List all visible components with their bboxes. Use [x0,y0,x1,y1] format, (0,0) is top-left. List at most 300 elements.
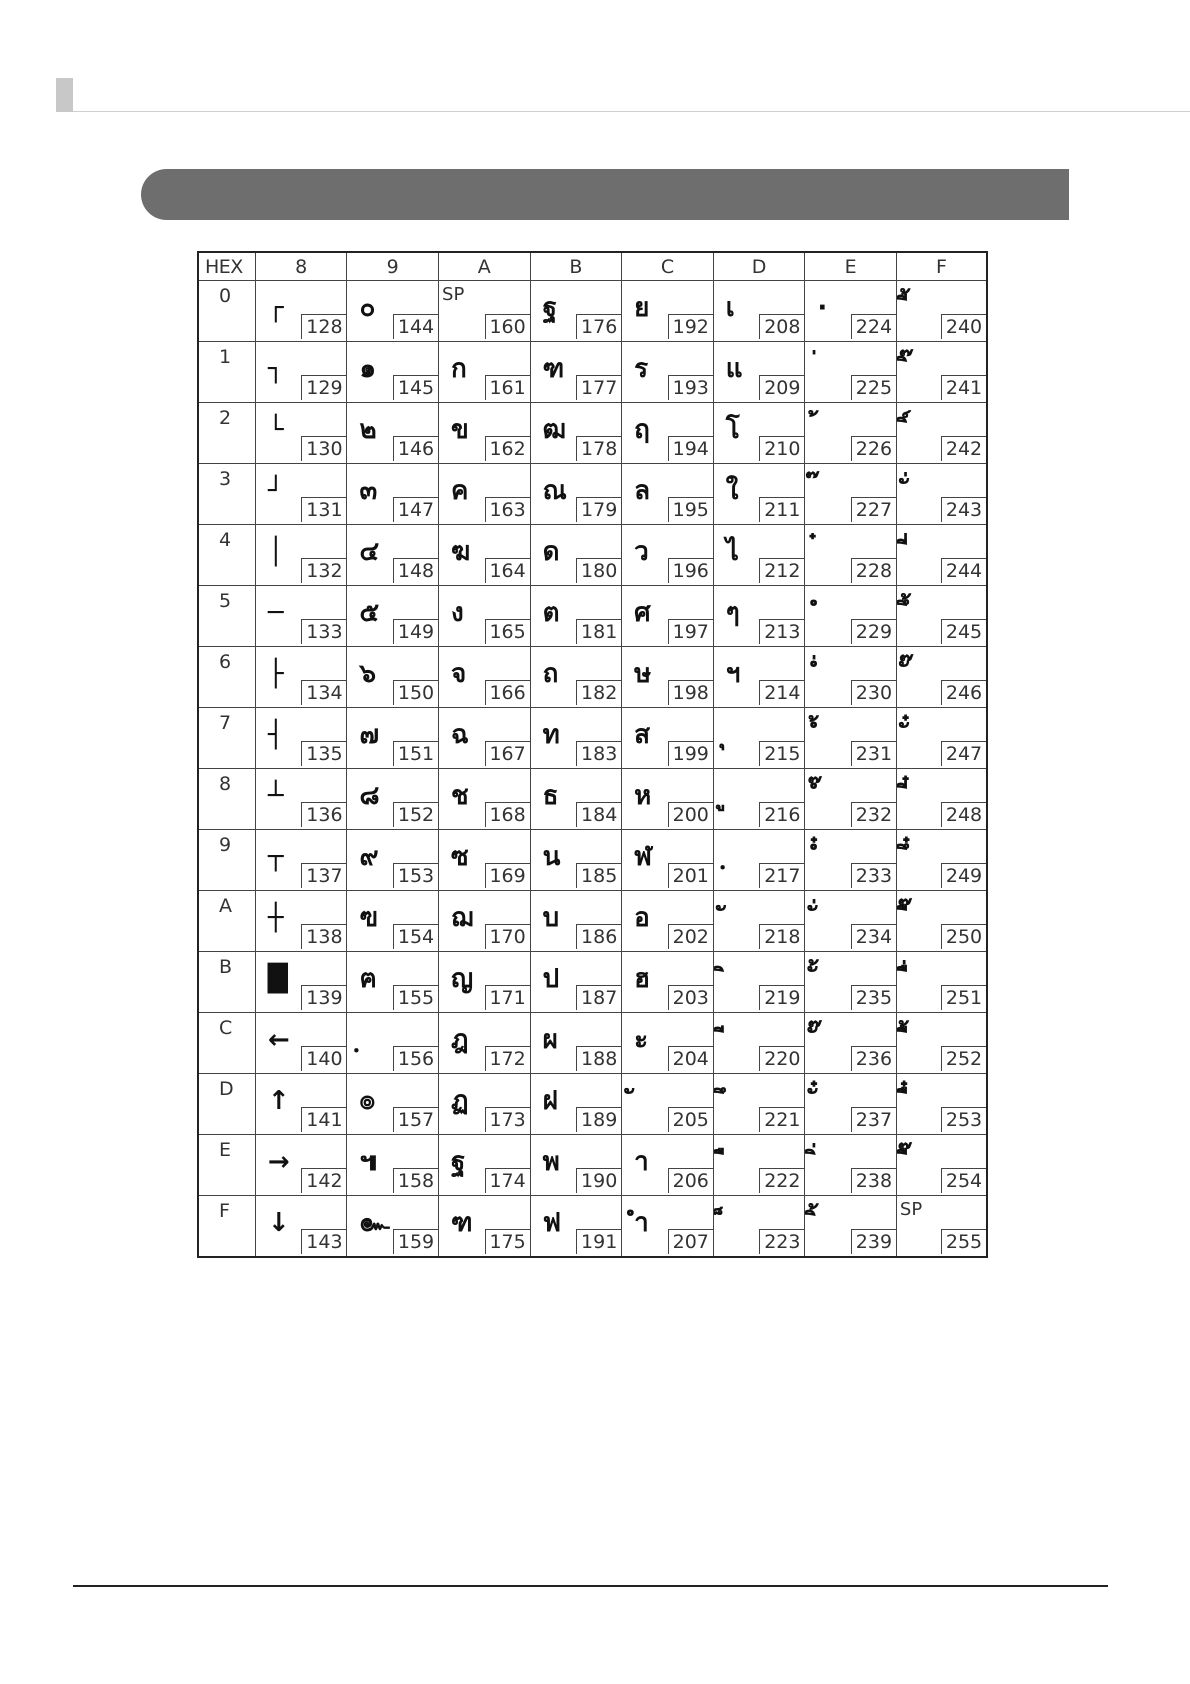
decimal-code: 205 [668,1107,713,1132]
char-glyph: └ [267,415,284,445]
char-glyph: ← [267,1025,290,1055]
table-cell [805,1196,897,1258]
decimal-code: 225 [851,375,896,400]
char-cell [347,1076,438,1132]
char-cell [531,832,622,888]
table-cell [805,525,897,586]
decimal-code: 247 [941,741,986,766]
char-glyph: ๘ [359,781,380,811]
char-cell [714,527,805,583]
table-cell [622,525,714,586]
table-cell [713,1074,805,1135]
char-cell [897,954,986,1010]
char-cell [622,527,713,583]
char-glyph: ง [451,598,464,628]
hex-column-header: HEX [198,252,255,281]
char-cell [256,771,347,827]
decimal-code: 188 [576,1046,621,1071]
table-row [198,281,987,342]
char-glyph: ┐ [267,354,284,384]
decimal-code: 163 [485,497,530,522]
decimal-code: 172 [485,1046,530,1071]
decimal-code: 148 [393,558,438,583]
char-glyph: ฟ [542,1208,562,1238]
table-row [198,1013,987,1074]
char-cell [347,1198,438,1254]
decimal-code: 144 [393,314,438,339]
char-cell [622,954,713,1010]
decimal-code: 175 [485,1229,530,1254]
decimal-code: 222 [759,1168,804,1193]
char-glyph: → [267,1147,290,1177]
char-cell [622,344,713,400]
decimal-code: 216 [759,802,804,827]
char-cell [531,1015,622,1071]
table-cell [439,952,531,1013]
char-cell [622,1198,713,1254]
char-cell [805,832,896,888]
table-cell [347,647,439,708]
char-cell [805,771,896,827]
table-row [198,525,987,586]
decimal-code: 153 [393,863,438,888]
row-hex-label: 0 [198,281,255,342]
decimal-code: 168 [485,802,530,827]
decimal-code: 191 [576,1229,621,1254]
decimal-code: 193 [668,375,713,400]
char-glyph: ๕ [359,598,380,628]
char-glyph: จ [451,659,467,689]
char-cell [256,832,347,888]
header-rule [73,111,1190,112]
char-glyph: ไ [725,537,739,567]
decimal-code: 136 [301,802,346,827]
char-cell [256,893,347,949]
table-cell [530,830,622,891]
decimal-code: 200 [668,802,713,827]
table-cell [622,1013,714,1074]
decimal-code: 226 [851,436,896,461]
table-cell [622,464,714,525]
decimal-code: 129 [301,375,346,400]
char-cell [439,1198,530,1254]
char-cell [531,588,622,644]
table-cell [439,403,531,464]
char-glyph: ธ [542,781,559,811]
column-header: C [622,252,714,281]
decimal-code: 253 [941,1107,986,1132]
decimal-code: 229 [851,619,896,644]
char-glyph: ณ [542,476,567,506]
char-glyph: ๔ [359,537,380,567]
char-glyph: ─ [267,598,284,628]
char-cell [805,1198,896,1254]
char-cell [347,283,438,339]
char-cell [805,710,896,766]
row-hex-label: 9 [198,830,255,891]
char-glyph: ├ [267,659,284,689]
char-glyph: โ [725,415,740,445]
decimal-code: 215 [759,741,804,766]
table-cell [622,952,714,1013]
char-glyph: ย [634,293,650,323]
char-glyph: ┘ [267,476,284,506]
column-header: 8 [255,252,347,281]
char-cell [531,954,622,1010]
char-cell [439,649,530,705]
char-cell [714,466,805,522]
char-glyph: ๑ [359,354,376,384]
table-header-row [198,252,987,281]
table-cell [347,586,439,647]
char-cell [897,893,986,949]
char-glyph: SP [899,1199,923,1220]
char-glyph: ┤ [267,720,284,750]
decimal-code: 219 [759,985,804,1010]
table-cell [347,952,439,1013]
char-glyph: บ [542,903,560,933]
table-cell [255,769,347,830]
decimal-code: 194 [668,436,713,461]
decimal-code: 241 [941,375,986,400]
column-header: A [439,252,531,281]
decimal-code: 252 [941,1046,986,1071]
row-hex-label: A [198,891,255,952]
char-cell [256,1198,347,1254]
decimal-code: 204 [668,1046,713,1071]
char-cell [897,832,986,888]
table-cell [347,1196,439,1258]
decimal-code: 240 [941,314,986,339]
char-cell [439,1076,530,1132]
table-cell [622,647,714,708]
decimal-code: 180 [576,558,621,583]
table-cell [713,952,805,1013]
decimal-code: 165 [485,619,530,644]
decimal-code: 195 [668,497,713,522]
table-cell [622,891,714,952]
char-cell [714,283,805,339]
char-cell [256,527,347,583]
table-cell [713,586,805,647]
table-cell [713,464,805,525]
decimal-code: 209 [759,375,804,400]
char-glyph: ล [634,476,651,506]
char-cell [897,527,986,583]
table-cell [805,281,897,342]
char-cell [531,466,622,522]
char-glyph: ศ [634,598,651,628]
char-cell [256,283,347,339]
table-cell [622,403,714,464]
decimal-code: 249 [941,863,986,888]
char-glyph: ส [634,720,651,750]
char-glyph: ฉ [451,720,469,750]
table-cell [896,952,987,1013]
char-cell [256,1137,347,1193]
table-cell [347,281,439,342]
char-cell [439,771,530,827]
decimal-code: 254 [941,1168,986,1193]
char-glyph: า [634,1147,649,1177]
table-row [198,769,987,830]
decimal-code: 137 [301,863,346,888]
char-cell [622,466,713,522]
char-cell [897,649,986,705]
decimal-code: 189 [576,1107,621,1132]
table-cell [255,281,347,342]
table-row [198,1074,987,1135]
char-cell [897,1015,986,1071]
char-cell [714,1198,805,1254]
char-cell [622,893,713,949]
char-cell [256,954,347,1010]
table-cell [622,586,714,647]
char-glyph: ๐ [359,293,376,323]
char-glyph: ๚ [359,1147,378,1177]
char-cell [805,466,896,522]
character-code-table [197,251,988,1258]
decimal-code: 181 [576,619,621,644]
table-cell [896,891,987,952]
code-page-table-container [197,251,988,1258]
char-cell [347,527,438,583]
char-cell [622,1137,713,1193]
char-cell [714,832,805,888]
table-row [198,708,987,769]
table-cell [896,1013,987,1074]
char-glyph: ฅ [359,964,377,994]
row-hex-label: 6 [198,647,255,708]
table-cell [622,281,714,342]
char-glyph: ฑ [451,1208,473,1238]
table-cell [896,464,987,525]
table-cell [530,1135,622,1196]
table-cell [805,1135,897,1196]
char-glyph: ๛ [359,1208,390,1238]
table-cell [439,464,531,525]
decimal-code: 255 [941,1229,986,1254]
char-cell [714,649,805,705]
char-cell [439,1015,530,1071]
decimal-code: 228 [851,558,896,583]
decimal-code: 159 [393,1229,438,1254]
table-cell [347,830,439,891]
decimal-code: 131 [301,497,346,522]
table-cell [530,403,622,464]
decimal-code: 217 [759,863,804,888]
table-cell [805,647,897,708]
table-cell [530,586,622,647]
row-hex-label: 4 [198,525,255,586]
decimal-code: 174 [485,1168,530,1193]
decimal-code: 246 [941,680,986,705]
decimal-code: 212 [759,558,804,583]
decimal-code: 150 [393,680,438,705]
decimal-code: 171 [485,985,530,1010]
table-cell [530,891,622,952]
table-row [198,586,987,647]
char-glyph: ฎ [451,1025,469,1055]
char-cell [347,1015,438,1071]
table-cell [439,1013,531,1074]
decimal-code: 207 [668,1229,713,1254]
char-glyph: ด [542,537,560,567]
decimal-code: 133 [301,619,346,644]
char-cell [897,1198,986,1254]
char-cell [805,527,896,583]
decimal-code: 239 [851,1229,896,1254]
char-glyph: ฮ [634,964,651,994]
char-cell [805,954,896,1010]
table-cell [713,830,805,891]
decimal-code: 230 [851,680,896,705]
table-cell [530,1074,622,1135]
table-cell [896,1074,987,1135]
table-cell [255,1196,347,1258]
char-cell [622,588,713,644]
table-cell [896,830,987,891]
row-hex-label: 5 [198,586,255,647]
decimal-code: 141 [301,1107,346,1132]
char-glyph: ๙ [359,842,379,872]
table-cell [530,281,622,342]
char-cell [714,588,805,644]
char-cell [805,1015,896,1071]
decimal-code: 145 [393,375,438,400]
table-cell [805,891,897,952]
char-cell [439,832,530,888]
table-cell [347,1074,439,1135]
decimal-code: 143 [301,1229,346,1254]
char-cell [531,893,622,949]
char-cell [256,1015,347,1071]
char-glyph: ๒ [359,415,377,445]
char-cell [439,527,530,583]
table-cell [255,1135,347,1196]
char-cell [622,283,713,339]
char-cell [714,1015,805,1071]
table-cell [439,769,531,830]
char-cell [347,893,438,949]
row-hex-label: 8 [198,769,255,830]
char-glyph: ฆ [451,537,471,567]
decimal-code: 202 [668,924,713,949]
char-glyph: ข [451,415,469,445]
char-glyph: ↑ [267,1086,290,1116]
table-cell [347,525,439,586]
decimal-code: 221 [759,1107,804,1132]
decimal-code: 176 [576,314,621,339]
char-glyph: ┼ [267,903,284,933]
char-cell [439,1137,530,1193]
char-cell [805,283,896,339]
table-cell [530,342,622,403]
char-cell [714,771,805,827]
char-glyph: │ [267,537,284,567]
char-glyph: ฌ [451,903,474,933]
char-cell [347,649,438,705]
char-cell [622,832,713,888]
char-cell [622,1015,713,1071]
decimal-code: 167 [485,741,530,766]
table-cell [255,403,347,464]
row-hex-label: 1 [198,342,255,403]
decimal-code: 220 [759,1046,804,1071]
char-cell [531,1076,622,1132]
table-cell [347,464,439,525]
decimal-code: 232 [851,802,896,827]
char-glyph: SP [442,284,465,305]
char-cell [347,466,438,522]
table-cell [530,1013,622,1074]
table-cell [713,1013,805,1074]
table-cell [622,342,714,403]
row-hex-label: 7 [198,708,255,769]
decimal-code: 192 [668,314,713,339]
char-glyph: ห [634,781,652,811]
decimal-code: 250 [941,924,986,949]
decimal-code: 178 [576,436,621,461]
char-glyph: ฤ [634,415,650,445]
row-hex-label: D [198,1074,255,1135]
char-glyph: ๆ [725,598,740,628]
char-glyph: ┌ [267,293,284,323]
column-header: B [530,252,622,281]
char-glyph: ┬ [267,842,284,872]
decimal-code: 164 [485,558,530,583]
table-cell [805,708,897,769]
char-glyph: ท [542,720,560,750]
decimal-code: 211 [759,497,804,522]
char-cell [531,283,622,339]
table-cell [439,281,531,342]
table-cell [622,1196,714,1258]
char-cell [897,405,986,461]
char-cell [347,710,438,766]
decimal-code: 169 [485,863,530,888]
decimal-code: 218 [759,924,804,949]
decimal-code: 214 [759,680,804,705]
char-glyph: ฯ [725,659,741,689]
decimal-code: 139 [301,985,346,1010]
char-glyph: ะ [634,1025,649,1055]
char-cell [439,344,530,400]
char-cell [439,588,530,644]
char-cell [622,405,713,461]
table-row [198,952,987,1013]
decimal-code: 244 [941,558,986,583]
char-cell [439,954,530,1010]
decimal-code: 135 [301,741,346,766]
char-cell [531,771,622,827]
char-glyph: ำ [634,1208,649,1238]
decimal-code: 147 [393,497,438,522]
table-body [198,281,987,1258]
table-cell [713,769,805,830]
table-cell [713,1135,805,1196]
char-cell [439,710,530,766]
table-cell [439,830,531,891]
table-cell [896,1135,987,1196]
decimal-code: 210 [759,436,804,461]
char-glyph: ค [451,476,469,506]
char-cell [439,283,530,339]
decimal-code: 142 [301,1168,346,1193]
table-cell [713,891,805,952]
char-cell [622,710,713,766]
char-glyph: ฐ [451,1147,466,1177]
